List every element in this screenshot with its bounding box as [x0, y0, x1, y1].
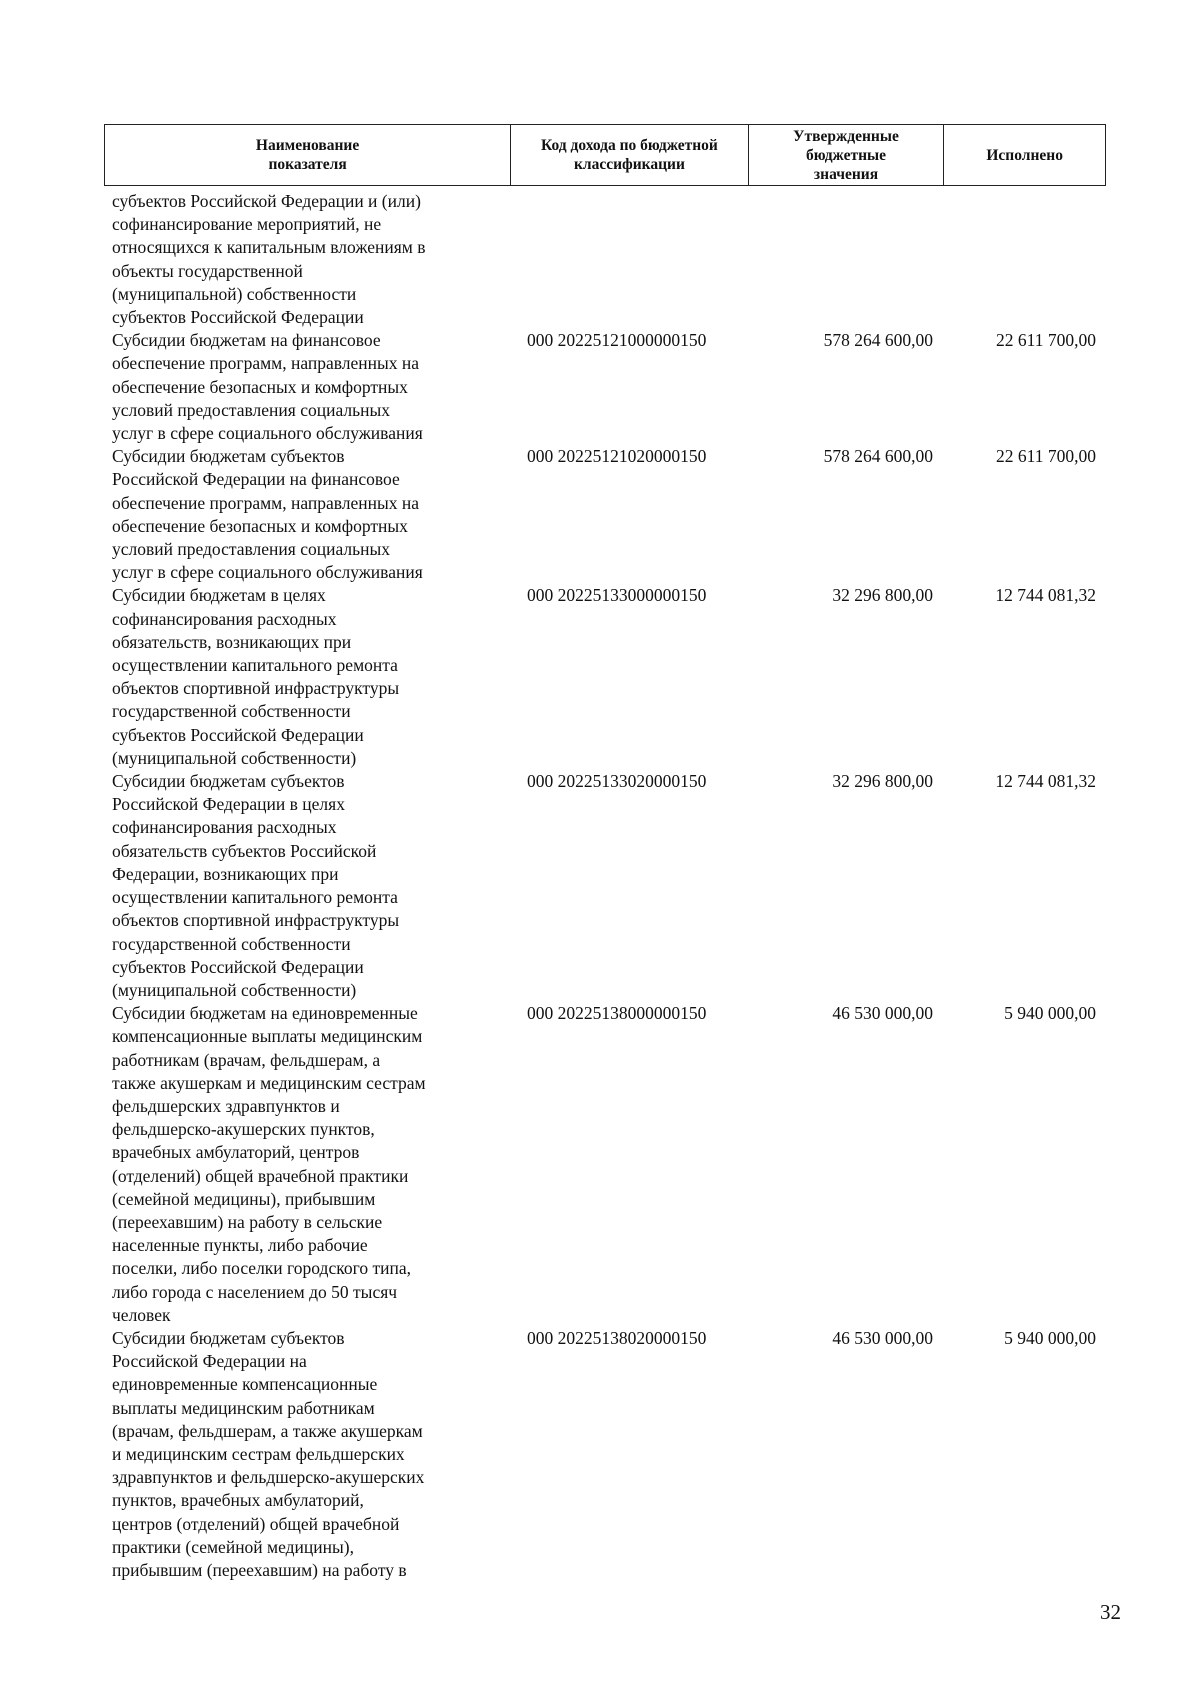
table-row: [104, 445, 1106, 584]
income-code: 000 20225133000000150: [527, 585, 707, 606]
indicator-name: Субсидии бюджетам субъектов Российской Федерации в целях софинансирования расходных обязательств субъектов Российской Федерации, возникающих при осуществлении капитального ремонта объектов спортивной инфраструктуры государственной собственности субъектов Российской Федерации (муниципальной собственности): [112, 771, 400, 1000]
indicator-name: Субсидии бюджетам на единовременные компенсационные выплаты медицинским работникам (врачам, фельдшерам, а также акушеркам и медицинским сестрам фельдшерских здравпунктов и фельдшерско-акушерских пунктов, врачебных амбулаторий, центров (отделений) общей врачебной практики (семейной медицины), прибывшим (переехавшим) на работу в сельские населенные пункты, либо рабочие поселки, либо поселки городского типа, либо города с населением до 50 тысяч человек: [112, 1003, 426, 1325]
approved-value: 578 264 600,00: [823, 446, 933, 467]
approved-value: [749, 190, 945, 329]
income-code: 000 20225138000000150: [527, 1003, 707, 1024]
table-body: [104, 190, 1106, 1582]
approved-value: 46 530 000,00: [832, 1003, 933, 1024]
indicator-name: субъектов Российской Федерации и (или) софинансирование мероприятий, не относящихся к капитальным вложениям в объекты государственной (муниципальной) собственности субъектов Российской Федерации: [112, 191, 426, 328]
header-income-code: Код дохода по бюджетной классификации: [511, 125, 749, 185]
table-row: [104, 1002, 1106, 1327]
executed-value: 22 611 700,00: [996, 330, 1096, 351]
executed-value: 12 744 081,32: [995, 585, 1096, 606]
header-approved-values: Утвержденные бюджетные значения: [749, 125, 945, 185]
approved-value: 46 530 000,00: [832, 1327, 933, 1348]
indicator-name: Субсидии бюджетам субъектов Российской Федерации на единовременные компенсационные выплаты медицинским работникам (врачам, фельдшерам, а также акушеркам и медицинским сестрам фельдшерских здравпунктов и фельдшерско-акушерских пунктов, врачебных амбулаторий, центров (отделений) общей врачебной практики (семейной медицины), прибывшим (переехавшим) на работу в: [112, 1327, 425, 1580]
table-row: [104, 329, 1106, 445]
indicator-name: Субсидии бюджетам на финансовое обеспечение программ, направленных на обеспечение безопасных и комфортных условий предоставления социальных услуг в сфере социального обслуживания: [112, 330, 423, 444]
executed-value: 22 611 700,00: [996, 446, 1096, 467]
executed-value: [945, 190, 1106, 329]
income-code: 000 20225121020000150: [527, 446, 707, 467]
income-code: 000 20225138020000150: [527, 1327, 707, 1348]
executed-value: 12 744 081,32: [995, 771, 1096, 792]
table-row: [104, 1327, 1106, 1582]
table-row: [104, 584, 1106, 770]
indicator-name: Субсидии бюджетам субъектов Российской Федерации на финансовое обеспечение программ, направленных на обеспечение безопасных и комфортных условий предоставления социальных услуг в сфере социального обслуживания: [112, 446, 423, 583]
income-code: 000 20225133020000150: [527, 771, 707, 792]
executed-value: 5 940 000,00: [1004, 1327, 1096, 1348]
executed-value: 5 940 000,00: [1004, 1003, 1096, 1024]
header-indicator-name: Наименование показателя: [105, 125, 511, 185]
table-row: [104, 190, 1106, 329]
header-executed: Исполнено: [986, 146, 1063, 164]
table-row: [104, 770, 1106, 1002]
approved-value: 32 296 800,00: [832, 585, 933, 606]
page-number: 32: [1100, 1600, 1121, 1624]
table-header: [104, 124, 1106, 186]
indicator-name: Субсидии бюджетам в целях софинансирования расходных обязательств, возникающих при осуществлении капитального ремонта объектов спортивной инфраструктуры государственной собственности субъектов Российской Федерации (муниципальной собственности): [112, 585, 400, 768]
income-code: [511, 190, 749, 329]
approved-value: 578 264 600,00: [823, 330, 933, 351]
income-code: 000 20225121000000150: [527, 330, 707, 351]
approved-value: 32 296 800,00: [832, 771, 933, 792]
